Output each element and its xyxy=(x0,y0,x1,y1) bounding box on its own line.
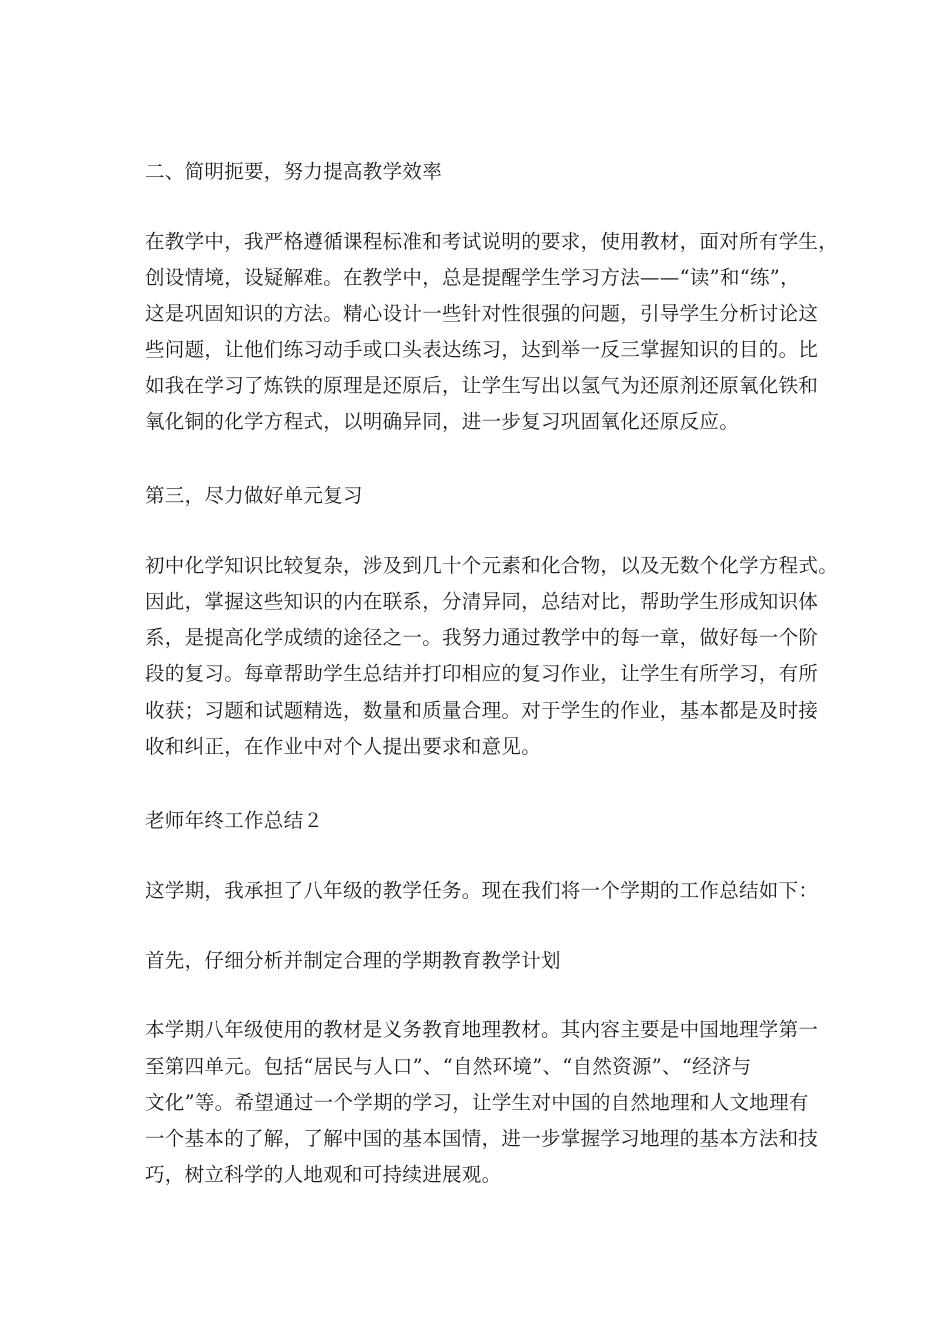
paragraph-line: 巧，树立科学的人地观和可持续进展观。 xyxy=(145,1163,502,1186)
paragraph-line: 如我在学习了炼铁的原理是还原后，让学生写出以氢气为还原剂还原氧化铁和 xyxy=(145,374,819,397)
paragraph-line: 在教学中，我严格遵循课程标准和考试说明的要求，使用教材，面对所有学生， xyxy=(145,230,839,253)
section-heading: 第三，尽力做好单元复习 xyxy=(145,484,363,507)
paragraph-line: 收获；习题和试题精选，数量和质量合理。对于学生的作业，基本都是及时接 xyxy=(145,699,819,722)
intro-line: 这学期，我承担了八年级的教学任务。现在我们将一个学期的工作总结如下： xyxy=(145,879,819,902)
paragraph-line: 收和纠正，在作业中对个人提出要求和意见。 xyxy=(145,735,542,758)
paragraph-line: 创设情境，设疑解难。在教学中，总是提醒学生学习方法——“读”和“练”， xyxy=(145,266,800,289)
section-heading: 二、简明扼要，努力提高教学效率 xyxy=(145,160,443,183)
paragraph-line: 这是巩固知识的方法。精心设计一些针对性很强的问题，引导学生分析讨论这 xyxy=(145,302,819,325)
paragraph-line: 初中化学知识比较复杂，涉及到几十个元素和化合物，以及无数个化学方程式。 xyxy=(145,554,839,577)
paragraph-line: 氧化铜的化学方程式，以明确异同，进一步复习巩固氧化还原反应。 xyxy=(145,410,740,433)
section-heading: 首先，仔细分析并制定合理的学期教育教学计划 xyxy=(145,949,561,972)
paragraph-line: 段的复习。每章帮助学生总结并打印相应的复习作业，让学生有所学习，有所 xyxy=(145,662,819,685)
paragraph-line: 文化”等。希望通过一个学期的学习，让学生对中国的自然地理和人文地理有 xyxy=(145,1091,809,1114)
paragraph-line: 至第四单元。包括“居民与人口”、“自然环境”、“自然资源”、“经济与 xyxy=(145,1055,752,1078)
paragraph-line: 一个基本的了解，了解中国的基本国情，进一步掌握学习地理的基本方法和技 xyxy=(145,1127,819,1150)
article-title: 老师年终工作总结２ xyxy=(145,809,324,832)
paragraph-line: 些问题，让他们练习动手或口头表达练习，达到举一反三掌握知识的目的。比 xyxy=(145,338,819,361)
paragraph-line: 本学期八年级使用的教材是义务教育地理教材。其内容主要是中国地理学第一 xyxy=(145,1018,819,1041)
paragraph-line: 系，是提高化学成绩的途径之一。我努力通过教学中的每一章，做好每一个阶 xyxy=(145,626,819,649)
paragraph-line: 因此，掌握这些知识的内在联系，分清异同，总结对比，帮助学生形成知识体 xyxy=(145,590,819,613)
